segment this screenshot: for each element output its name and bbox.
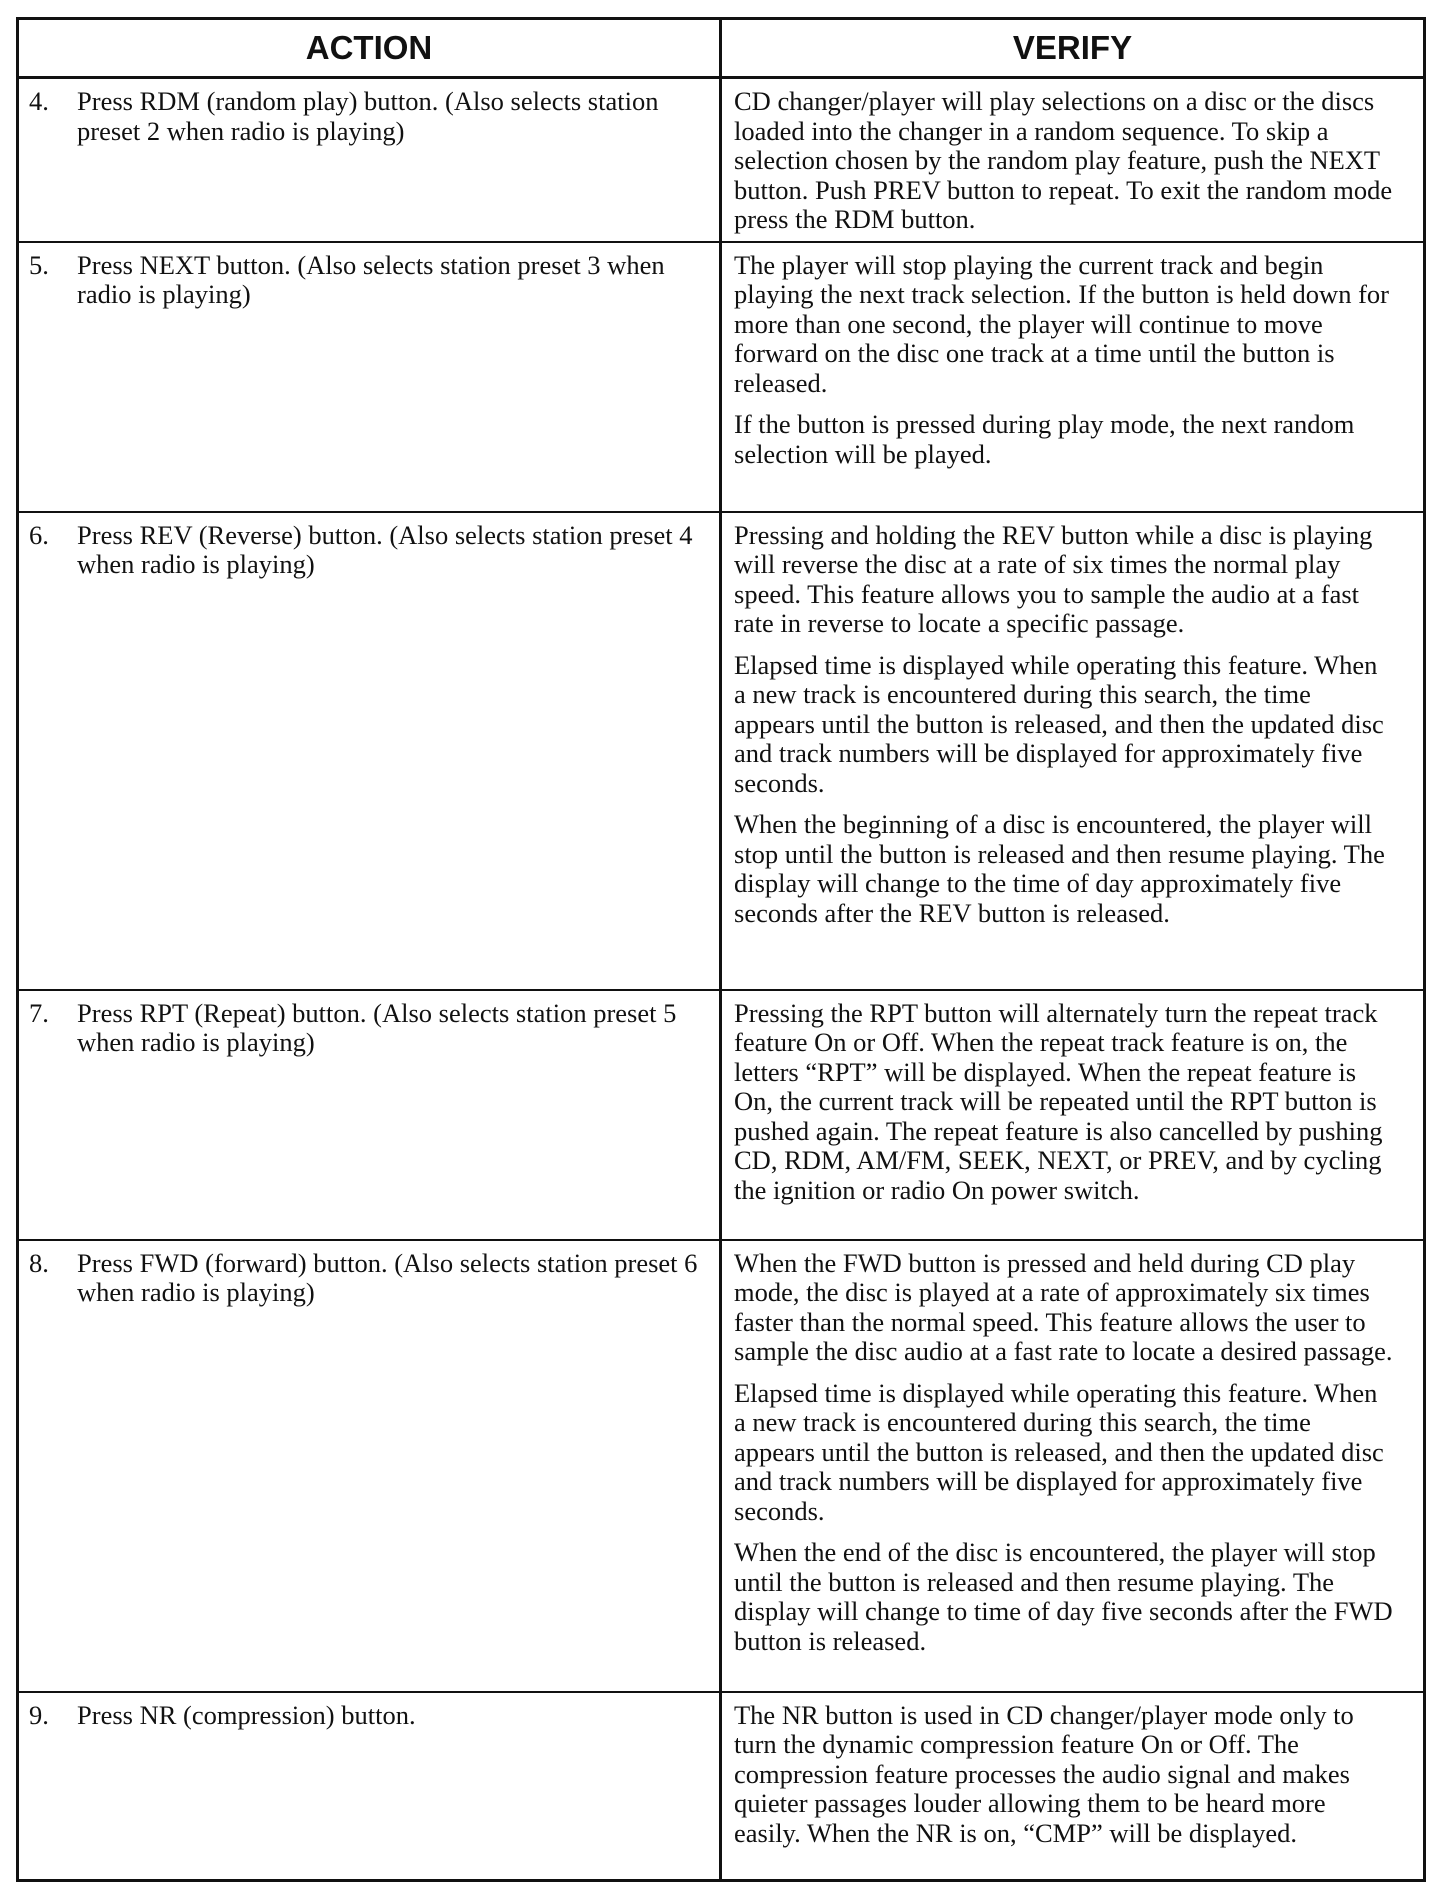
verify-cell (721, 1240, 1424, 1692)
action-step (29, 999, 707, 1058)
action-cell (19, 1692, 721, 1882)
table-row (19, 990, 1423, 1240)
step-number: 6. (29, 519, 49, 550)
action-step (29, 1249, 707, 1308)
action-cell (19, 1240, 721, 1692)
verify-cell (721, 990, 1424, 1240)
procedure-table (19, 20, 1423, 1882)
action-text: Press FWD (forward) button. (Also selects station preset 6 when radio is playing) (77, 1247, 698, 1307)
verify-paragraph: When the beginning of a disc is encountered, the player will stop until the button is released and then resume playing. The display will change to the time of day approximately five seconds after the REV button is released. (734, 809, 1385, 928)
table-row (19, 512, 1423, 990)
step-number: 8. (29, 1247, 49, 1278)
verify-paragraph: The player will stop playing the current track and begin playing the next track selection. If the button is held down for more than one second, the player will continue to move forward on the disc one track at a time until the button is released. (734, 249, 1389, 398)
action-column-header: ACTION (19, 20, 721, 78)
verify-cell (721, 1692, 1424, 1882)
action-verify-table (16, 17, 1426, 1882)
action-text: Press NR (compression) button. (77, 1699, 416, 1730)
verify-cell (721, 78, 1424, 242)
action-text: Press REV (Reverse) button. (Also selects station preset 4 when radio is playing) (77, 519, 693, 579)
action-cell (19, 242, 721, 512)
verify-column-header: VERIFY (721, 20, 1424, 78)
action-text: Press RDM (random play) button. (Also selects station preset 2 when radio is playing) (77, 86, 659, 146)
action-step (29, 251, 707, 310)
action-cell (19, 990, 721, 1240)
verify-paragraph: Elapsed time is displayed while operating this feature. When a new track is encountered during this search, the time appears until the button is released, and then the updated disc and track numbers will be displayed for approximately five seconds. (734, 649, 1384, 798)
table-row (19, 1240, 1423, 1692)
verify-paragraph: Elapsed time is displayed while operating this feature. When a new track is encountered during this search, the time appears until the button is released, and then the updated disc and track numbers will be displayed for approximately five seconds. (734, 1377, 1384, 1526)
table-row (19, 242, 1423, 512)
action-cell (19, 78, 721, 242)
verify-cell (721, 242, 1424, 512)
verify-paragraph: When the FWD button is pressed and held during CD play mode, the disc is played at a rate of approximately six times faster than the normal speed. This feature allows the user to sample the disc audio at a fast rate to locate a desired passage. (734, 1247, 1393, 1366)
verify-paragraph: CD changer/player will play selections on a disc or the discs loaded into the changer in a random sequence. To skip a selection chosen by the random play feature, push the NEXT button. Push PREV button to repeat. To exit the random mode press the RDM button. (734, 86, 1393, 234)
verify-paragraph: Pressing and holding the REV button while a disc is playing will reverse the disc at a rate of six times the normal play speed. This feature allows you to sample the audio at a fast rate in reverse to locate a specific passage. (734, 519, 1373, 638)
verify-paragraph: When the end of the disc is encountered, the player will stop until the button is released and then resume playing. The display will change to time of day five seconds after the FWD button is released. (734, 1537, 1393, 1656)
table-row (19, 78, 1423, 242)
action-step (29, 521, 707, 580)
step-number: 9. (29, 1699, 49, 1730)
step-number: 4. (29, 86, 49, 116)
verify-paragraph: Pressing the RPT button will alternately turn the repeat track feature On or Off. When the repeat track feature is on, the letters “RPT” will be displayed. When the repeat feature is On, the current track will be repeated until the RPT button is pushed again. The repeat feature is also cancelled by pushing CD, RDM, AM/FM, SEEK, NEXT, or PREV, and by cycling the ignition or radio On power switch. (734, 997, 1383, 1205)
table-row (19, 1692, 1423, 1882)
table-header-row (19, 20, 1423, 78)
action-step (29, 1701, 707, 1731)
step-number: 5. (29, 249, 49, 280)
action-step (29, 87, 707, 146)
action-text: Press RPT (Repeat) button. (Also selects station preset 5 when radio is playing) (77, 997, 677, 1057)
verify-paragraph: The NR button is used in CD changer/player mode only to turn the dynamic compression feature On or Off. The compression feature processes the audio signal and makes quieter passages louder allowing them to be heard more easily. When the NR is on, “CMP” will be displayed. (734, 1699, 1354, 1848)
action-text: Press NEXT button. (Also selects station preset 3 when radio is playing) (77, 249, 665, 309)
verify-cell (721, 512, 1424, 990)
verify-paragraph: If the button is pressed during play mode, the next random selection will be played. (734, 409, 1355, 469)
step-number: 7. (29, 997, 49, 1028)
action-cell (19, 512, 721, 990)
